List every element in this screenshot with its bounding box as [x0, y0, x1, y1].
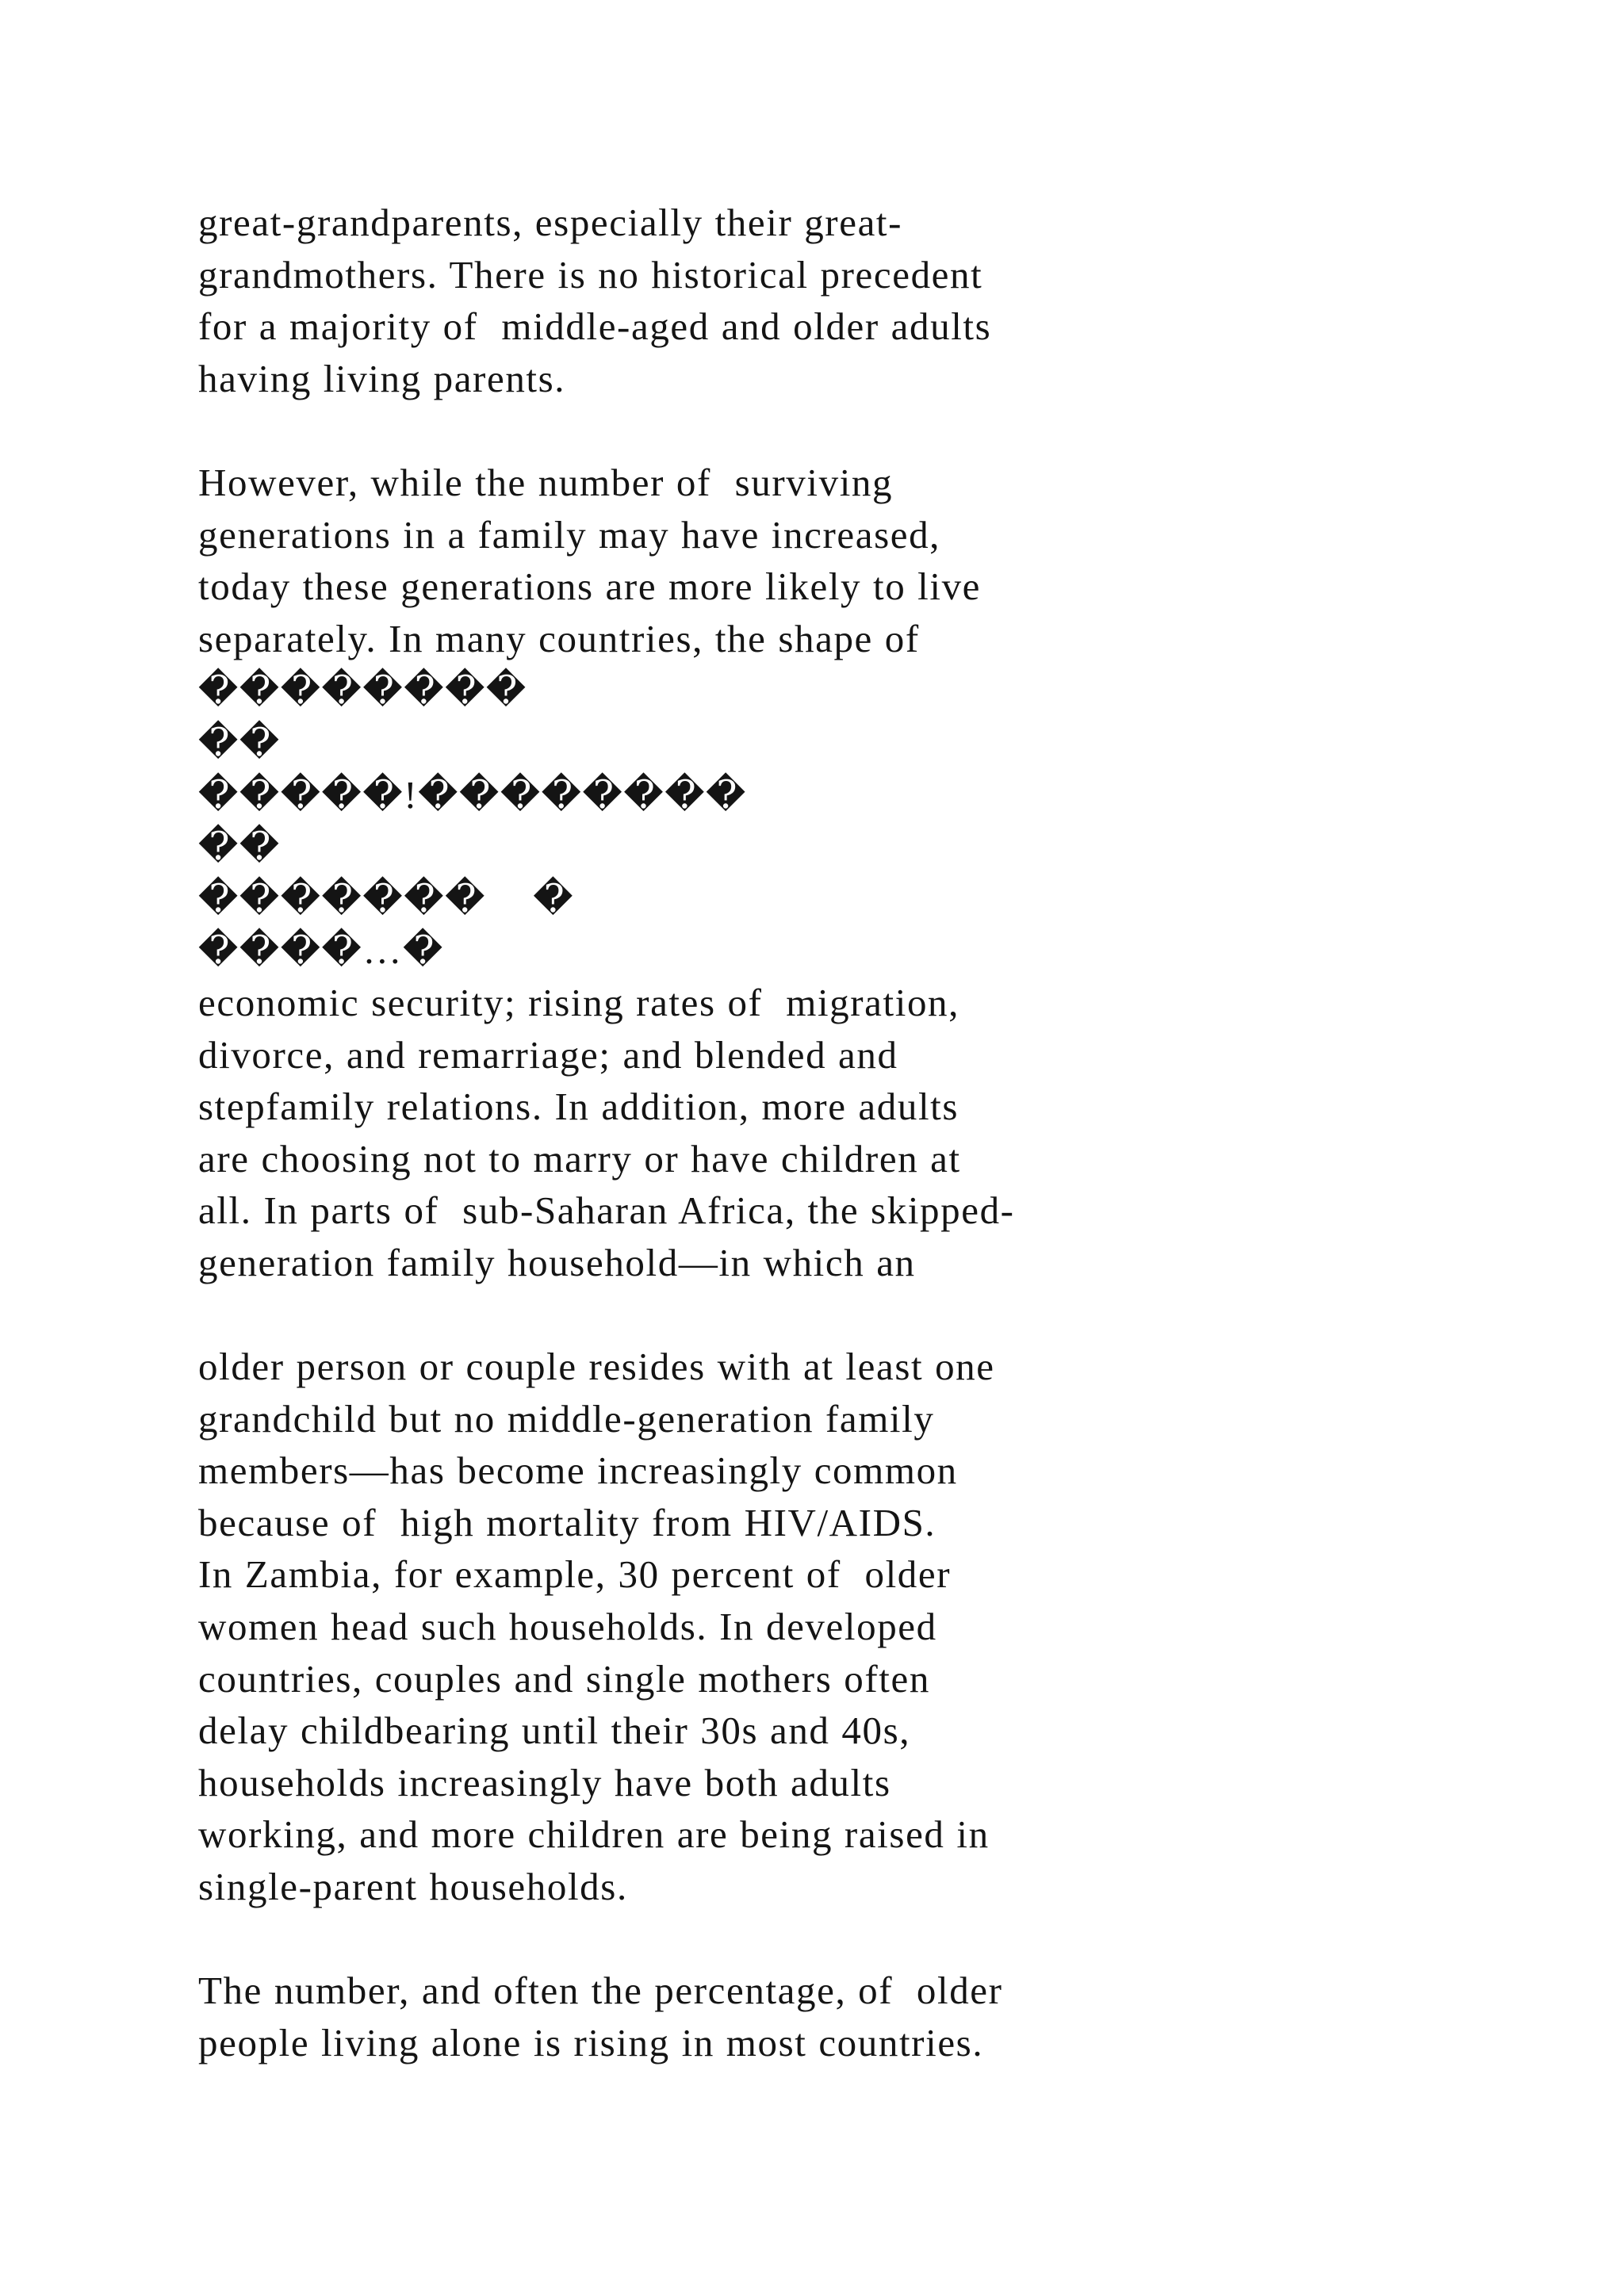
text-line: today these generations are more likely to live: [198, 564, 982, 609]
text-line: households increasingly have both adults: [198, 1760, 891, 1804]
text-line: great-grandparents, especially their great-: [198, 201, 903, 244]
text-line: generation family household—in which an: [198, 1240, 916, 1284]
paragraph-break: [198, 1913, 1435, 1965]
text-line: working, and more children are being raised in: [198, 1812, 990, 1857]
text-line: generations in a family may have increased,: [198, 512, 941, 557]
text-line: In Zambia, for example, 30 percent of older: [198, 1552, 952, 1597]
paragraph-3: [198, 1341, 1435, 1913]
text-line: delay childbearing until their 30s and 40s,: [198, 1709, 911, 1753]
text-line: However, while the number of surviving: [198, 460, 894, 504]
text-line: women head such households. In developed: [198, 1605, 937, 1649]
text-line: all. In parts of sub-Saharan Africa, the skipped-: [198, 1188, 1015, 1233]
paragraph-4: [198, 1965, 1435, 2068]
garbled-text-line: ��: [198, 825, 281, 869]
text-line: are choosing not to marry or have children at: [198, 1136, 961, 1181]
text-line: countries, couples and single mothers often: [198, 1656, 930, 1701]
paragraph-break: [198, 404, 1435, 457]
text-line: people living alone is rising in most countries.: [198, 2020, 984, 2064]
text-line: separately. In many countries, the shape of: [198, 616, 920, 660]
text-line: single-parent households.: [198, 1865, 628, 1908]
text-line: members—has become increasingly common: [198, 1448, 958, 1493]
text-line: economic security; rising rates of migration,: [198, 980, 959, 1024]
text-line: for a majority of middle-aged and older adults: [198, 304, 992, 349]
text-line: grandmothers. There is no historical precedent: [198, 252, 983, 297]
garbled-text-line: ��: [198, 720, 281, 764]
garbled-text-line: ������� �: [198, 876, 575, 920]
text-column: [198, 197, 1435, 2068]
text-line: older person or couple resides with at least one: [198, 1345, 995, 1389]
paragraph-2: [198, 457, 1435, 1289]
text-line: stepfamily relations. In addition, more adults: [198, 1085, 959, 1129]
text-line: grandchild but no middle-generation family: [198, 1396, 935, 1441]
garbled-text-line: �����!��������: [198, 772, 747, 817]
text-line: The number, and often the percentage, of older: [198, 1969, 1003, 2013]
garbled-text-line: ��������: [198, 668, 527, 713]
paragraph-1: [198, 197, 1435, 404]
text-line: because of high mortality from HIV/AIDS.: [198, 1500, 936, 1544]
paragraph-break: [198, 1288, 1435, 1341]
text-line: divorce, and remarriage; and blended and: [198, 1032, 898, 1077]
text-line: having living parents.: [198, 356, 566, 400]
garbled-text-line: ����…�: [198, 928, 444, 973]
